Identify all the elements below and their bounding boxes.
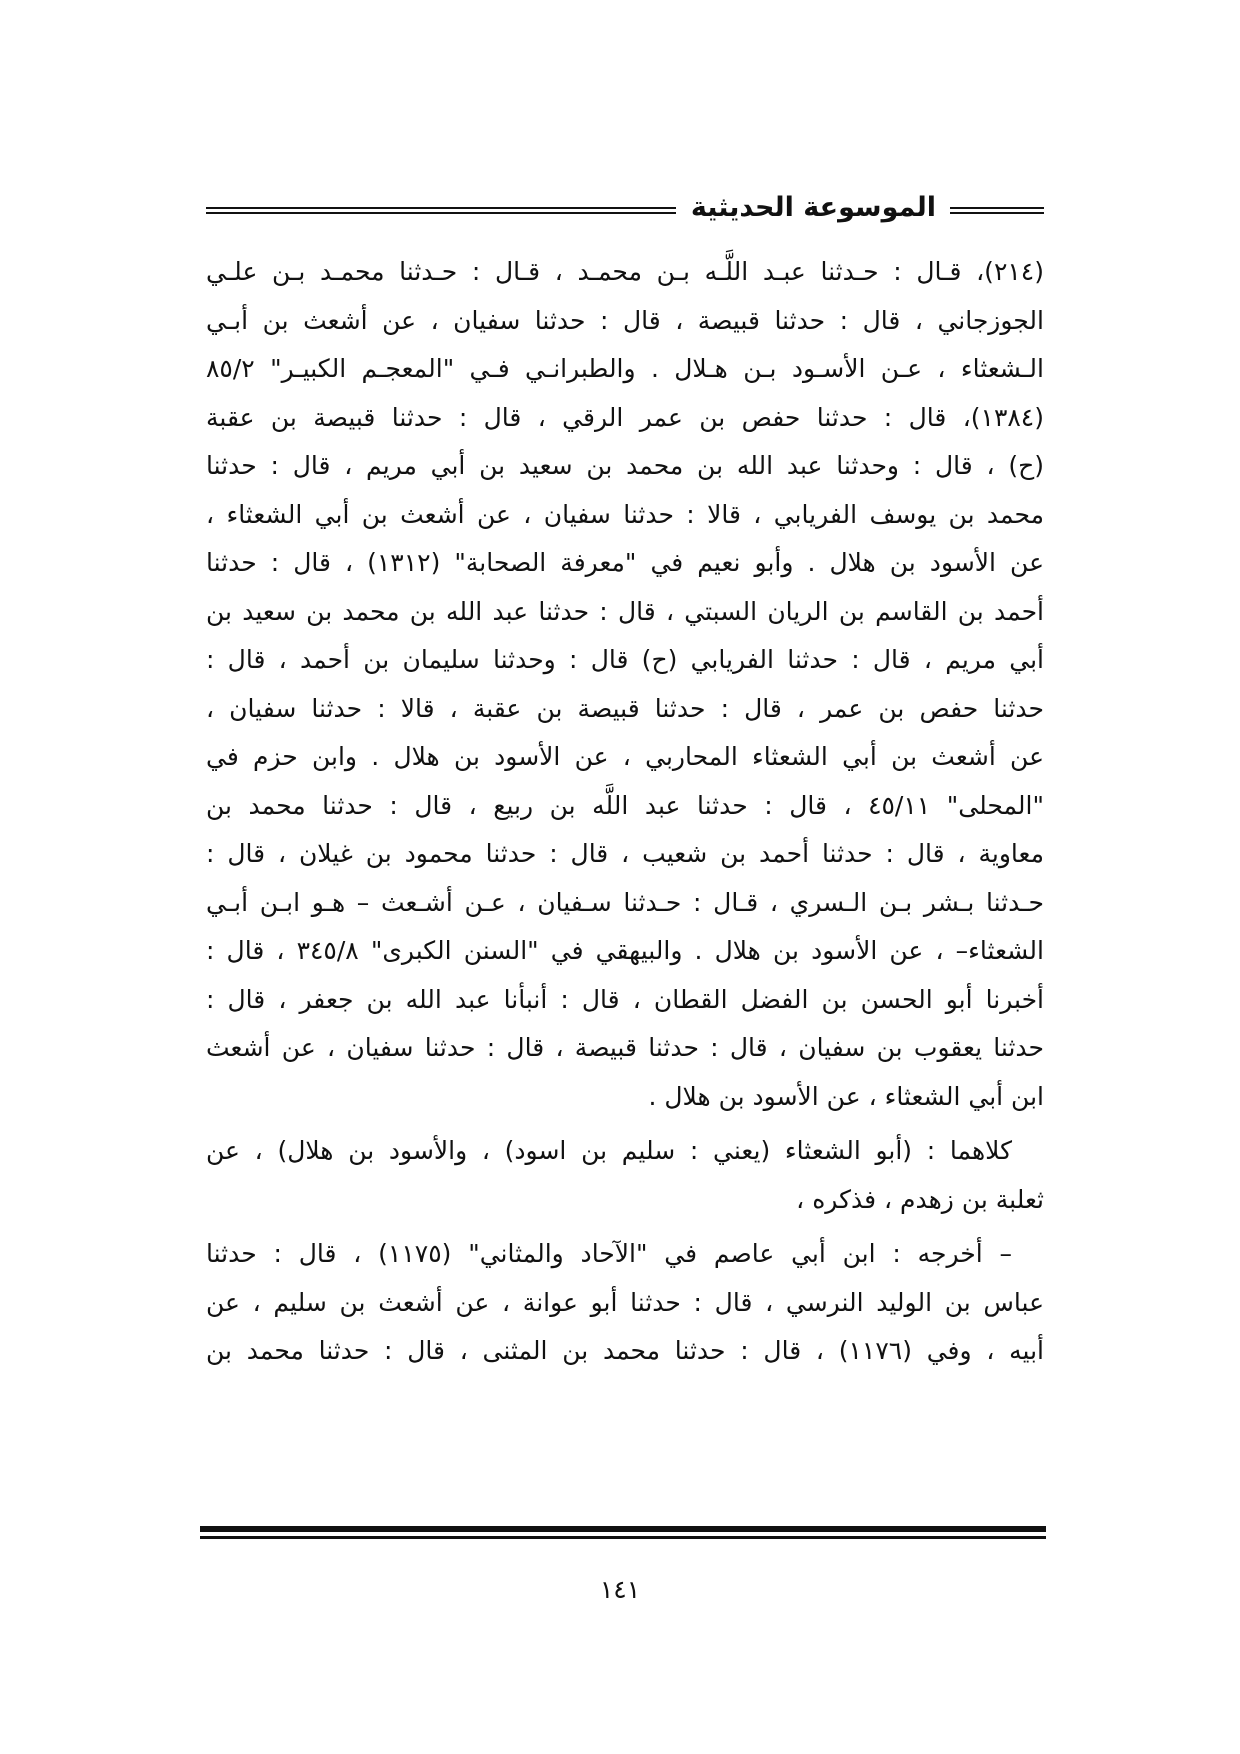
text-line: الجوزجاني ، قال : حدثنا قبيصة ، قال : حدثنا سفيان ، عن أشعث بن أبـي — [206, 305, 1044, 335]
text-line: الـشعثاء ، عـن الأسـود بـن هـلال . والطبرانـي فـي "المعجـم الكبيـر" ٨٥/٢ — [206, 354, 1044, 383]
text-line: معاوية ، قال : حدثنا أحمد بن شعيب ، قال : حدثنا محمود بن غيلان ، قال : — [206, 839, 1044, 868]
text-line: حدثنا يعقوب بن سفيان ، قال : حدثنا قبيصة ، قال : حدثنا سفيان ، عن أشعث — [206, 1033, 1044, 1062]
text-line: محمد بن يوسف الفريابي ، قالا : حدثنا سفيان ، عن أشعث بن أبي الشعثاء ، — [206, 499, 1044, 529]
text-line: أحمد بن القاسم بن الريان السبتي ، قال : حدثنا عبد الله بن محمد بن سعيد بن — [206, 596, 1044, 626]
header-rule-right-2 — [950, 212, 1044, 214]
page-number: ١٤١ — [599, 1575, 641, 1604]
paragraph-1 — [206, 248, 1044, 1121]
header-rule-left — [206, 207, 676, 209]
text-line: – أخرجه : ابن أبي عاصم في "الآحاد والمثاني" (١١٧٥) ، قال : حدثنا — [206, 1239, 1012, 1268]
text-line: عن أشعث بن أبي الشعثاء المحاربي ، عن الأسود بن هلال . وابن حزم في — [206, 742, 1044, 771]
text-line: عباس بن الوليد النرسي ، قال : حدثنا أبو عوانة ، عن أشعث بن سليم ، عن — [206, 1287, 1044, 1317]
body-text — [206, 248, 1044, 1376]
footer-rule — [200, 1526, 1046, 1540]
text-line: حـدثنا بـشر بـن الـسري ، قـال : حـدثنا سـفيان ، عـن أشـعث – هـو ابـن أبـي — [206, 887, 1044, 917]
text-line: عن الأسود بن هلال . وأبو نعيم في "معرفة الصحابة" (١٣١٢) ، قال : حدثنا — [206, 548, 1044, 577]
header-rule-right — [950, 207, 1044, 209]
paragraph-2 — [206, 1127, 1044, 1224]
text-line: (١٣٨٤)، قال : حدثنا حفص بن عمر الرقي ، قال : حدثنا قبيصة بن عقبة — [206, 402, 1044, 432]
text-line: أبي مريم ، قال : حدثنا الفريابي (ح) قال : وحدثنا سليمان بن أحمد ، قال : — [206, 645, 1044, 674]
text-line: حدثنا حفص بن عمر ، قال : حدثنا قبيصة بن عقبة ، قالا : حدثنا سفيان ، — [206, 693, 1044, 723]
text-line: كلاهما : (أبو الشعثاء (يعني : سليم بن اسود) ، والأسود بن هلال) ، عن — [206, 1136, 1012, 1165]
text-line: "المحلى" ٤٥/١١ ، قال : حدثنا عبد اللَّه بن ربيع ، قال : حدثنا محمد بن — [206, 790, 1044, 820]
footer-rule-thick — [200, 1526, 1046, 1532]
text-line: ابن أبي الشعثاء ، عن الأسود بن هلال . — [648, 1081, 1044, 1111]
text-line: أبيه ، وفي (١١٧٦) ، قال : حدثنا محمد بن المثنى ، قال : حدثنا محمد بن — [206, 1336, 1044, 1365]
header-rule-left-2 — [206, 212, 676, 214]
footer-rule-thin — [200, 1536, 1046, 1539]
header-title: الموسوعة الحديثية — [690, 192, 936, 223]
text-line: الشعثاء– ، عن الأسود بن هلال . والبيهقي في "السنن الكبرى" ٣٤٥/٨ ، قال : — [206, 936, 1044, 965]
text-line: أخبرنا أبو الحسن بن الفضل القطان ، قال : أنبأنا عبد الله بن جعفر ، قال : — [206, 984, 1044, 1014]
paragraph-3 — [206, 1230, 1044, 1376]
text-line: ثعلبة بن زهدم ، فذكره ، — [796, 1184, 1044, 1214]
text-line: (٢١٤)، قـال : حـدثنا عبـد اللَّـه بـن محمـد ، قـال : حـدثنا محمـد بـن علـي — [206, 257, 1044, 286]
text-line: (ح) ، قال : وحدثنا عبد الله بن محمد بن سعيد بن أبي مريم ، قال : حدثنا — [206, 451, 1044, 480]
running-header — [206, 188, 1044, 228]
